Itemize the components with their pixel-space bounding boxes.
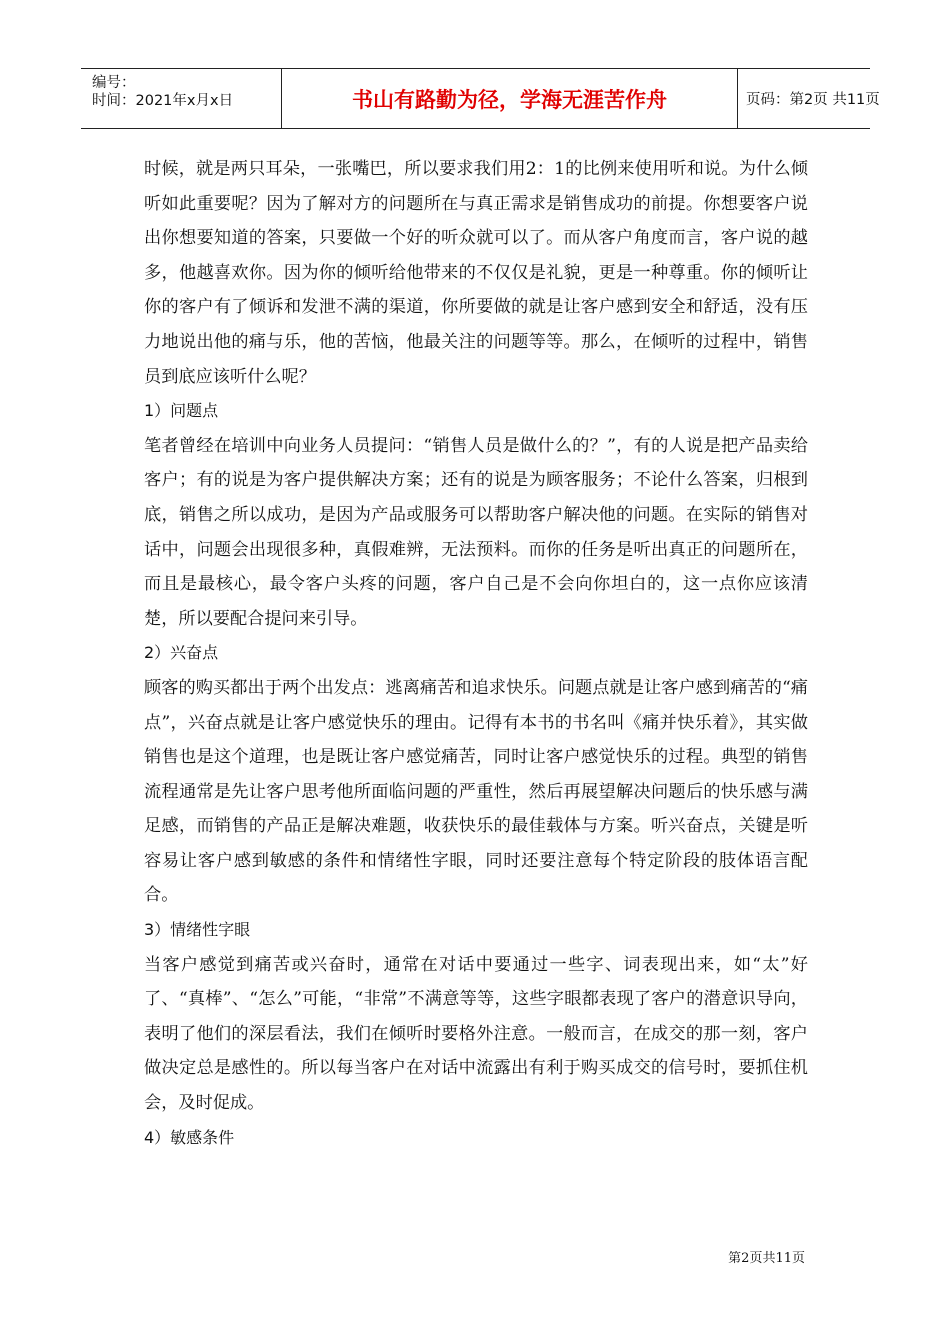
document-body [144,152,808,1155]
body-paragraph: 笔者曾经在培训中向业务人员提问：“销售人员是做什么的？”，有的人说是把产品卖给客户；有的说是为客户提供解决方案；还有的说是为顾客服务；不论什么答案，归根到底，销售之所以成功，是因为产品或服务可以帮助客户解决他的问题。在实际的销售对话中，问题会出现很多种，真假难辨，无法预料。而你的任务是听出真正的问题所在，而且是最核心，最令客户头疼的问题，客户自己是不会向你坦白的，这一点你应该清楚，所以要配合提问来引导。 [144,435,808,629]
document-code-label: 编号： [92,75,136,91]
body-paragraph: 当客户感觉到痛苦或兴奋时，通常在对话中要通过一些字、词表现出来，如“太”好了、“真棒”、“怎么”可能，“非常”不满意等等，这些字眼都表现了客户的潜意识导向，表明了他们的深层看法，我们在倾听时要格外注意。一般而言，在成交的那一刻，客户做决定总是感性的。所以每当客户在对话中流露出有利于购买成交的信号时，要抓住机会，及时促成。 [144,954,808,1114]
section-heading-excitement-point: 2）兴奋点 [144,643,219,663]
header-table [81,68,880,129]
section-heading-emotional-words: 3）情绪性字眼 [144,920,251,940]
header-motto: 书山有路勤为径，学海无涯苦作舟 [352,87,667,112]
body-paragraph: 顾客的购买都出于两个出发点：逃离痛苦和追求快乐。问题点就是让客户感到痛苦的“痛点”，兴奋点就是让客户感觉快乐的理由。记得有本书的书名叫《痛并快乐着》，其实做销售也是这个道理，也是既让客户感觉痛苦，同时让客户感觉快乐的过程。典型的销售流程通常是先让客户思考他所面临问题的严重性，然后再展望解决问题后的快乐感与满足感，而销售的产品正是解决难题，收获快乐的最佳载体与方案。听兴奋点，关键是听容易让客户感到敏感的条件和情绪性字眼，同时还要注意每个特定阶段的肢体语言配合。 [144,677,808,906]
section-heading-sensitive-conditions: 4）敏感条件 [144,1127,235,1147]
page-footer: 第2页共11页 [728,1251,805,1266]
section-heading-problem-point: 1）问题点 [144,401,219,421]
header-info-cell [81,69,281,128]
header-page-code: 页码：第2页 共11页 [746,92,880,108]
header-motto-cell [281,69,738,128]
document-date-label: 时间：2021年x月x日 [92,93,234,109]
body-paragraph: 时候，就是两只耳朵，一张嘴巴，所以要求我们用2：1的比例来使用听和说。为什么倾听如此重要呢？因为了解对方的问题所在与真正需求是销售成功的前提。你想要客户说出你想要知道的答案，只要做一个好的听众就可以了。而从客户角度而言，客户说的越多，他越喜欢你。因为你的倾听给他带来的不仅仅是礼貌，更是一种尊重。你的倾听让你的客户有了倾诉和发泄不满的渠道，你所要做的就是让客户感到安全和舒适，没有压力地说出他的痛与乐，他的苦恼，他最关注的问题等等。那么，在倾听的过程中，销售员到底应该听什么呢？ [144,159,808,387]
header-page-cell [736,69,880,128]
